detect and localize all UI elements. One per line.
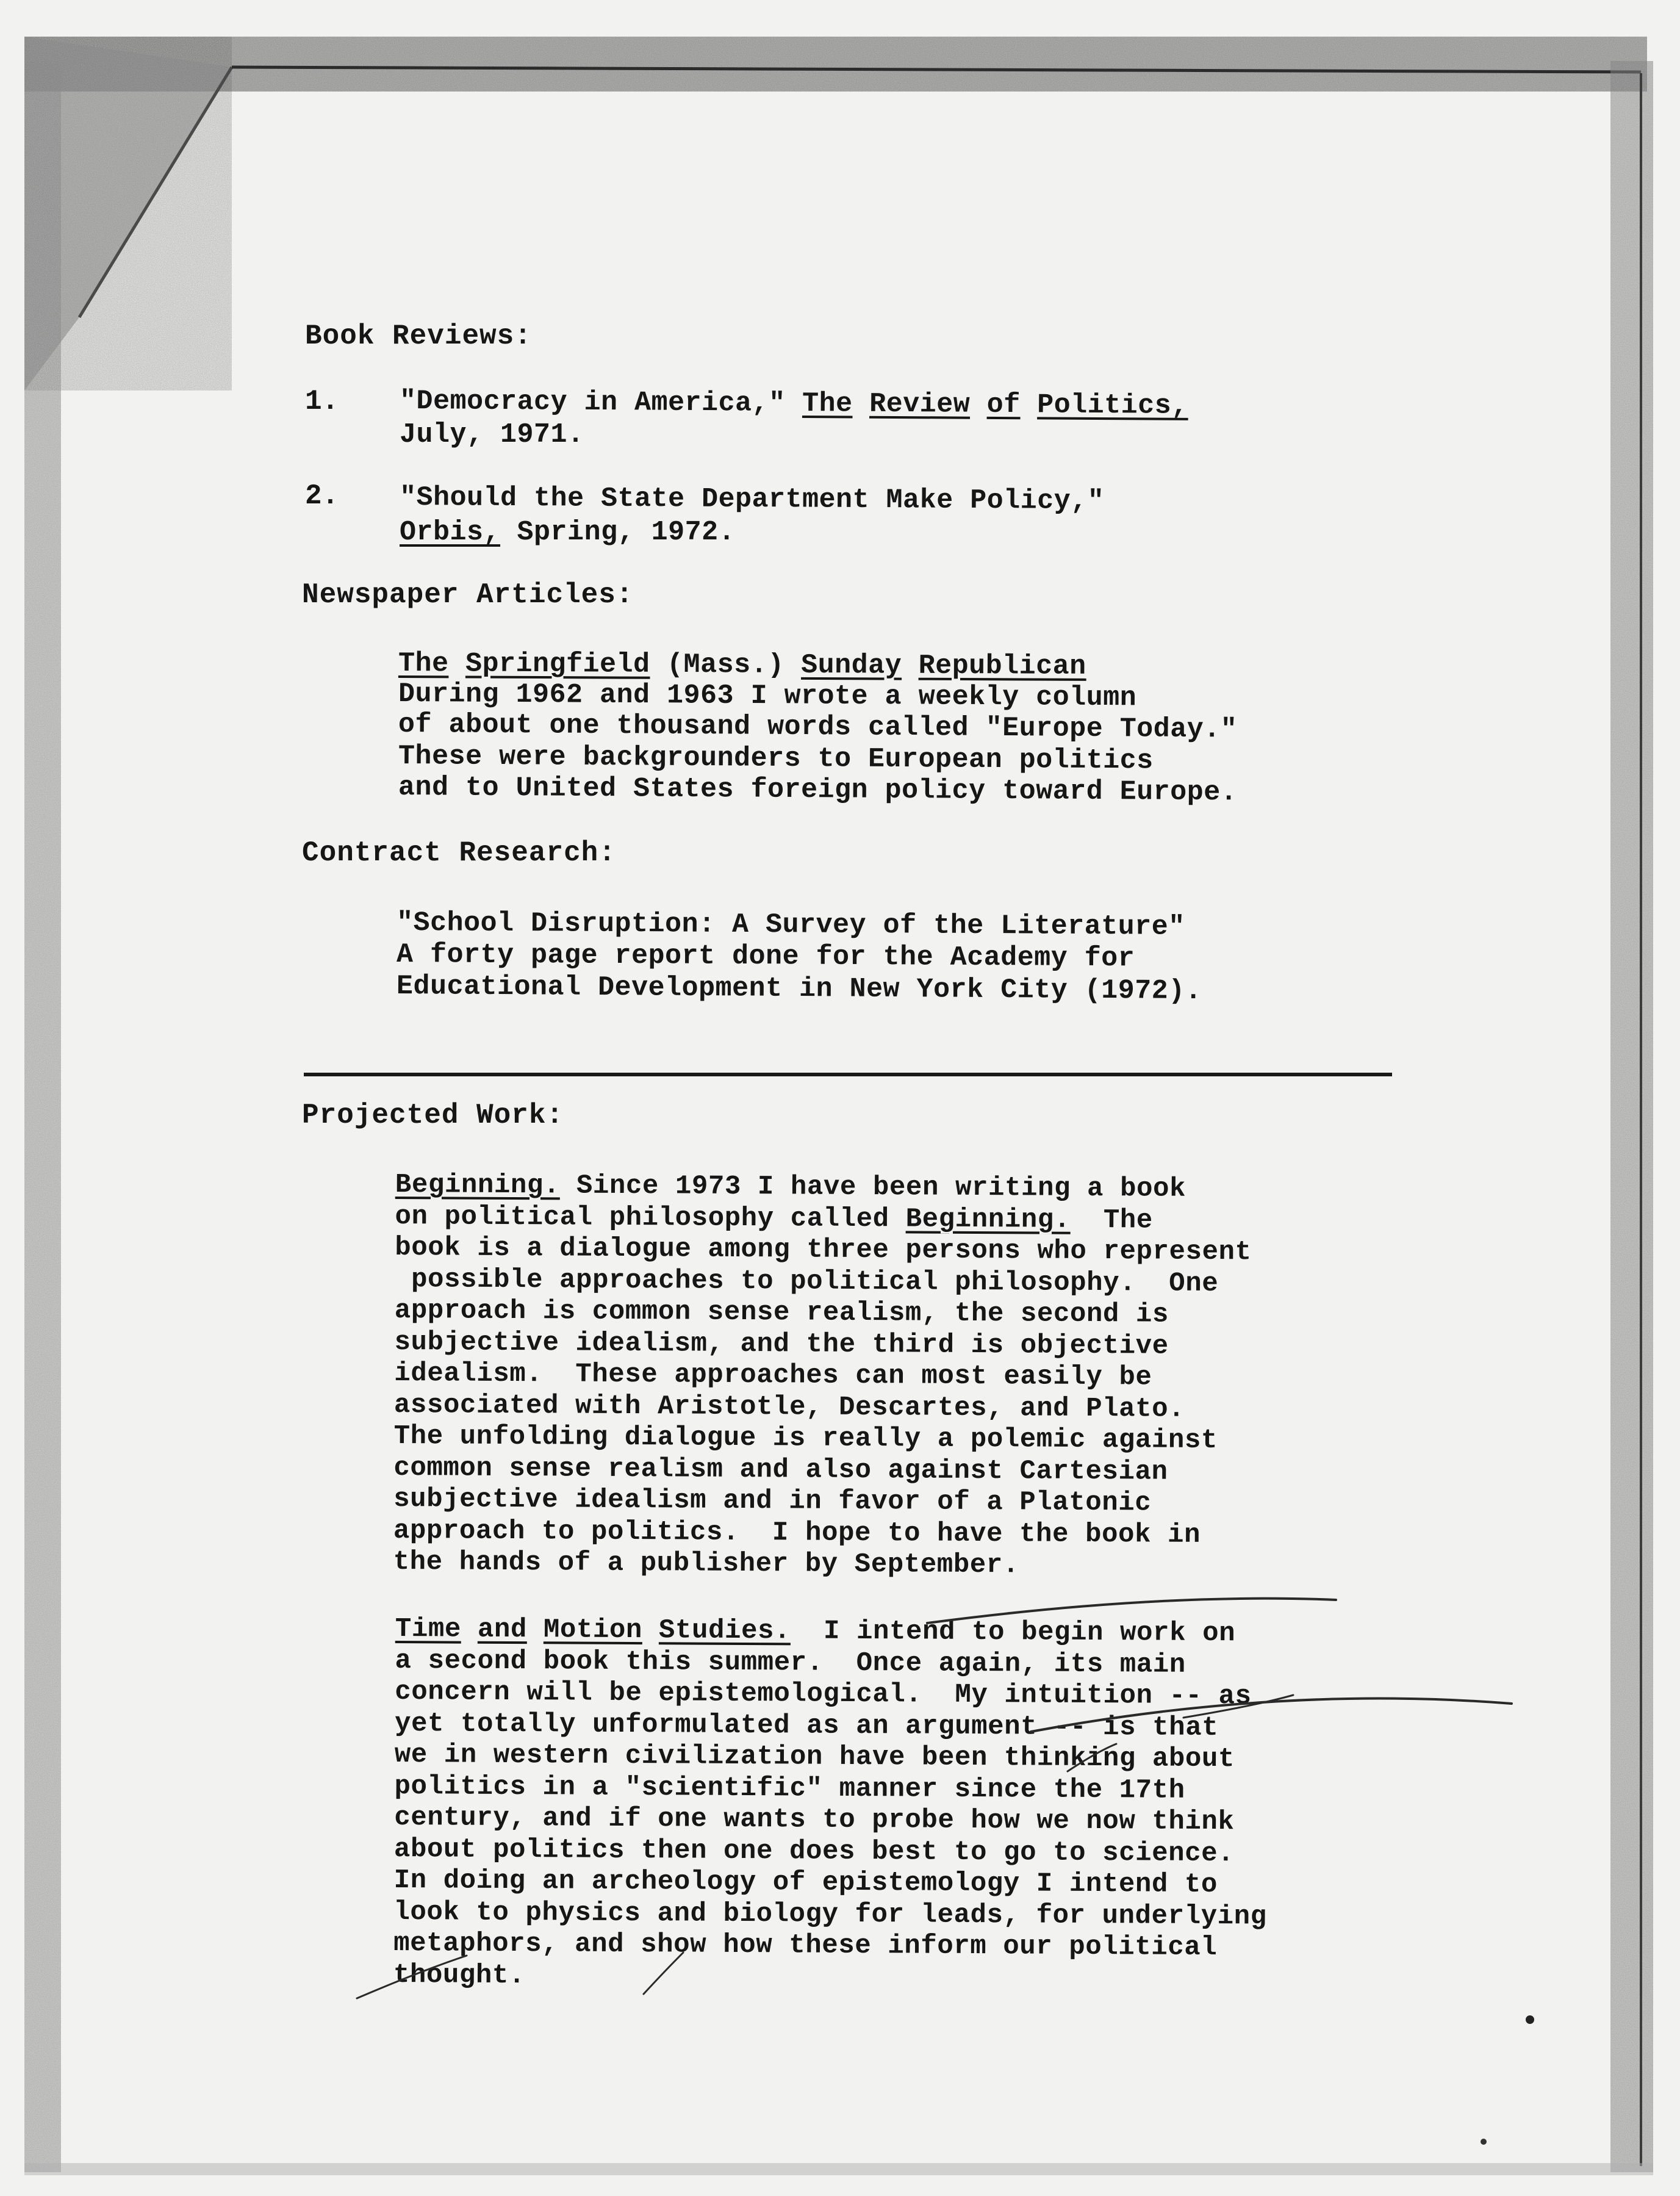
- review-2-title: "Should the State Department Make Policy,": [399, 482, 1105, 517]
- review-1-journal-word: Review: [869, 388, 971, 420]
- beginning-line: associated with Aristotle, Descartes, and Plato.: [393, 1389, 1185, 1425]
- beginning-line-1-text: Since 1973 I have been writing a book: [559, 1170, 1186, 1204]
- time-motion-line-1: [395, 1614, 1268, 1650]
- time-motion-title-word: and: [477, 1614, 528, 1646]
- beginning-line: idealism. These approaches can most easily be: [394, 1358, 1152, 1393]
- time-motion-line: thought.: [393, 1959, 526, 1991]
- projected-work-heading: Projected Work:: [302, 1100, 564, 1131]
- time-motion-title-word: Studies.: [658, 1615, 791, 1647]
- beginning-line-2: [395, 1201, 1251, 1237]
- time-motion-line: politics in a "scientific" manner since the 17th: [394, 1771, 1185, 1806]
- beginning-line: approach to politics. I hope to have the book in: [393, 1515, 1201, 1550]
- time-motion-line: look to physics and biology for leads, for underlying: [393, 1896, 1267, 1932]
- review-1-date: July, 1971.: [400, 419, 584, 450]
- time-motion-title-word: Motion: [543, 1615, 643, 1646]
- beginning-line-2-prefix: on political philosophy called: [395, 1201, 906, 1234]
- beginning-title: Beginning.: [395, 1170, 561, 1201]
- newspaper-title-word: Springfield: [465, 648, 650, 680]
- newspaper-line: During 1962 and 1963 I wrote a weekly column: [398, 679, 1137, 714]
- beginning-title-inline: Beginning.: [905, 1203, 1071, 1236]
- review-2-citation: [400, 519, 735, 546]
- beginning-line-2-suffix: The: [1070, 1204, 1153, 1236]
- time-motion-line: metaphors, and show how these inform our political: [393, 1928, 1218, 1964]
- review-1-journal-word: Politics,: [1037, 389, 1188, 422]
- newspaper-title-word: Republican: [918, 650, 1086, 682]
- contract-research-heading: Contract Research:: [302, 837, 616, 869]
- time-motion-line-1-text: I intend to begin work on: [790, 1616, 1236, 1649]
- time-motion-line: we in western civilization have been thinking about: [394, 1739, 1235, 1775]
- newspaper-title: [398, 650, 1086, 680]
- newspaper-line: of about one thousand words called "Europe Today.": [398, 709, 1238, 746]
- time-motion-line: about politics then one does best to go to science.: [393, 1834, 1235, 1869]
- review-2-journal: Orbis,: [400, 517, 501, 548]
- contract-line: "School Disruption: A Survey of the Literature": [396, 907, 1185, 943]
- review-2-date: Spring, 1972.: [517, 517, 736, 548]
- beginning-paragraph: [393, 1170, 1252, 1583]
- contract-line: Educational Development in New York City (1972).: [396, 971, 1202, 1007]
- beginning-line: the hands of a publisher by September.: [393, 1546, 1019, 1581]
- contract-line: A forty page report done for the Academy for: [396, 939, 1135, 974]
- time-motion-line: In doing an archeology of epistemology I intend to: [393, 1865, 1218, 1901]
- book-reviews-heading: Book Reviews:: [305, 320, 532, 352]
- time-motion-paragraph: [393, 1614, 1268, 1995]
- beginning-line: common sense realism and also against Cartesian: [393, 1452, 1168, 1488]
- newspaper-articles-heading: Newspaper Articles:: [302, 579, 634, 611]
- newspaper-title-word: Sunday: [801, 649, 902, 682]
- beginning-line-1: [395, 1170, 1252, 1206]
- newspaper-title-word: (Mass.): [666, 649, 784, 681]
- newspaper-line: and to United States foreign policy toward Europe.: [398, 772, 1238, 808]
- beginning-line: subjective idealism and in favor of a Platonic: [393, 1483, 1152, 1519]
- newspaper-line: These were backgrounders to European politics: [398, 741, 1154, 777]
- beginning-line: book is a dialogue among three persons who represent: [395, 1232, 1252, 1268]
- beginning-line: approach is common sense realism, the second is: [394, 1295, 1169, 1330]
- section-divider-rule: [304, 1073, 1392, 1076]
- review-1-citation: [400, 387, 1188, 420]
- time-motion-title-word: Time: [395, 1614, 462, 1645]
- review-1-title: "Democracy in America,": [399, 386, 786, 419]
- review-1-number: 1.: [305, 386, 339, 417]
- review-2-number: 2.: [305, 480, 339, 512]
- time-motion-line: concern will be epistemological. My intuition -- as: [395, 1676, 1252, 1712]
- review-1-journal-word: of: [986, 389, 1021, 421]
- beginning-line: possible approaches to political philosophy. One: [394, 1264, 1219, 1299]
- beginning-line: The unfolding dialogue is really a polemic against: [393, 1420, 1218, 1456]
- review-1-journal-word: The: [802, 388, 853, 420]
- time-motion-line: yet totally unformulated as an argument -- is that: [394, 1708, 1219, 1743]
- time-motion-line: a second book this summer. Once again, its main: [395, 1645, 1186, 1680]
- beginning-line: subjective idealism, and the third is objective: [394, 1327, 1169, 1362]
- newspaper-title-word: The: [398, 648, 449, 680]
- time-motion-line: century, and if one wants to probe how we now think: [394, 1802, 1235, 1838]
